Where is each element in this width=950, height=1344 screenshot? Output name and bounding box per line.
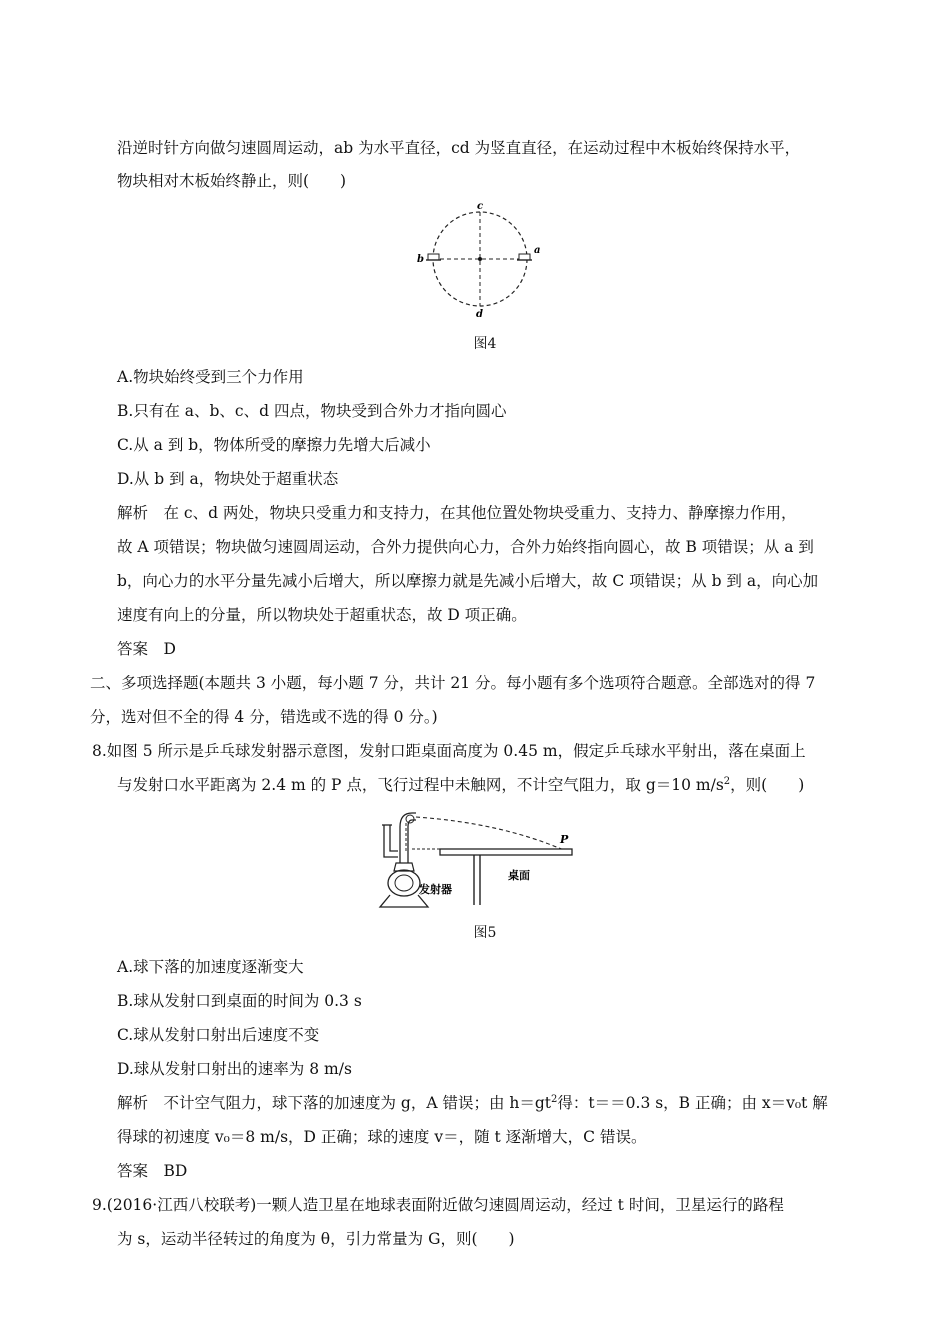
- figure-4-circle-diagram: [410, 198, 550, 320]
- q8-option-b: B.球从发射口到桌面的时间为 0.3 s: [117, 992, 362, 1010]
- figure-5-launcher-diagram: [372, 805, 582, 913]
- label-table: 桌面: [508, 869, 530, 882]
- q8-option-d: D.球从发射口射出的速率为 8 m/s: [117, 1060, 352, 1078]
- q9-stem-line1: 9.(2016·江西八校联考)一颗人造卫星在地球表面附近做匀速圆周运动，经过 t 时间，卫星运行的路程: [92, 1196, 784, 1214]
- q8-answer: 答案 BD: [117, 1162, 188, 1180]
- q8-explanation-superscript: 2: [551, 1093, 558, 1105]
- q8-stem-line2-text: 与发射口水平距离为 2.4 m 的 P 点，飞行过程中未触网，不计空气阻力，取 g＝10 m/s: [117, 776, 724, 794]
- q7-option-b: B.只有在 a、b、c、d 四点，物块受到合外力才指向圆心: [117, 402, 507, 420]
- q7-stem-line1: 沿逆时针方向做匀速圆周运动，ab 为水平直径，cd 为竖直直径，在运动过程中木板始终保持水平，: [117, 139, 801, 157]
- figure-5-caption: 图5: [473, 925, 497, 941]
- label-a: a: [534, 245, 541, 256]
- label-c: c: [477, 201, 484, 212]
- q7-explanation-line1: 解析 在 c、d 两处，物块只受重力和支持力，在其他位置处物块受重力、支持力、静摩擦力作用，: [117, 504, 797, 522]
- q7-explanation-line3: b，向心力的水平分量先减小后增大，所以摩擦力就是先减小后增大，故 C 项错误；从 b 到 a，向心加: [117, 572, 819, 590]
- q8-stem-line1: 8.如图 5 所示是乒乓球发射器示意图，发射口距桌面高度为 0.45 m，假定乒乓球水平射出，落在桌面上: [92, 742, 806, 760]
- q7-option-d: D.从 b 到 a，物块处于超重状态: [117, 470, 339, 488]
- figure-4-caption: 图4: [473, 336, 497, 352]
- q7-option-c: C.从 a 到 b，物体所受的摩擦力先增大后减小: [117, 436, 431, 454]
- q9-stem-line2: 为 s，运动半径转过的角度为 θ，引力常量为 G，则( ): [117, 1230, 515, 1248]
- label-launcher: 发射器: [419, 883, 452, 896]
- q8-stem-line2: [117, 775, 804, 795]
- q8-option-c: C.球从发射口射出后速度不变: [117, 1026, 320, 1044]
- section-2-heading-line1: 二、多项选择题(本题共 3 小题，每小题 7 分，共计 21 分。每小题有多个选项符合题意。全部选对的得 7: [90, 674, 816, 692]
- q8-explanation-line1-text: 解析 不计空气阻力，球下落的加速度为 g，A 错误；由 h＝gt: [117, 1094, 552, 1112]
- q8-explanation-line2: 得球的初速度 v₀＝8 m/s，D 正确；球的速度 v＝，随 t 逐渐增大，C 错误。: [117, 1128, 647, 1146]
- q8-stem-superscript: 2: [723, 775, 731, 787]
- q7-option-a: A.物块始终受到三个力作用: [117, 368, 304, 386]
- q8-option-a: A.球下落的加速度逐渐变大: [117, 958, 304, 976]
- q7-stem-line2: 物块相对木板始终静止，则( ): [117, 172, 347, 190]
- q7-explanation-line4: 速度有向上的分量，所以物块处于超重状态，故 D 项正确。: [117, 606, 527, 624]
- q7-explanation-line2: 故 A 项错误；物块做匀速圆周运动，合外力提供向心力，合外力始终指向圆心，故 B 项错误；从 a 到: [117, 538, 814, 556]
- section-2-heading-line2: 分，选对但不全的得 4 分，错选或不选的得 0 分。): [90, 708, 438, 726]
- q8-explanation-line1: [117, 1093, 828, 1113]
- label-d: d: [476, 309, 483, 320]
- q8-stem-line2-tail: ，则( ): [730, 776, 805, 794]
- label-b: b: [417, 254, 424, 265]
- q7-answer: 答案 D: [117, 640, 176, 658]
- label-p: P: [560, 833, 569, 846]
- q8-explanation-line1-tail: 得：t＝＝0.3 s，B 正确；由 x＝v₀t 解: [557, 1094, 828, 1112]
